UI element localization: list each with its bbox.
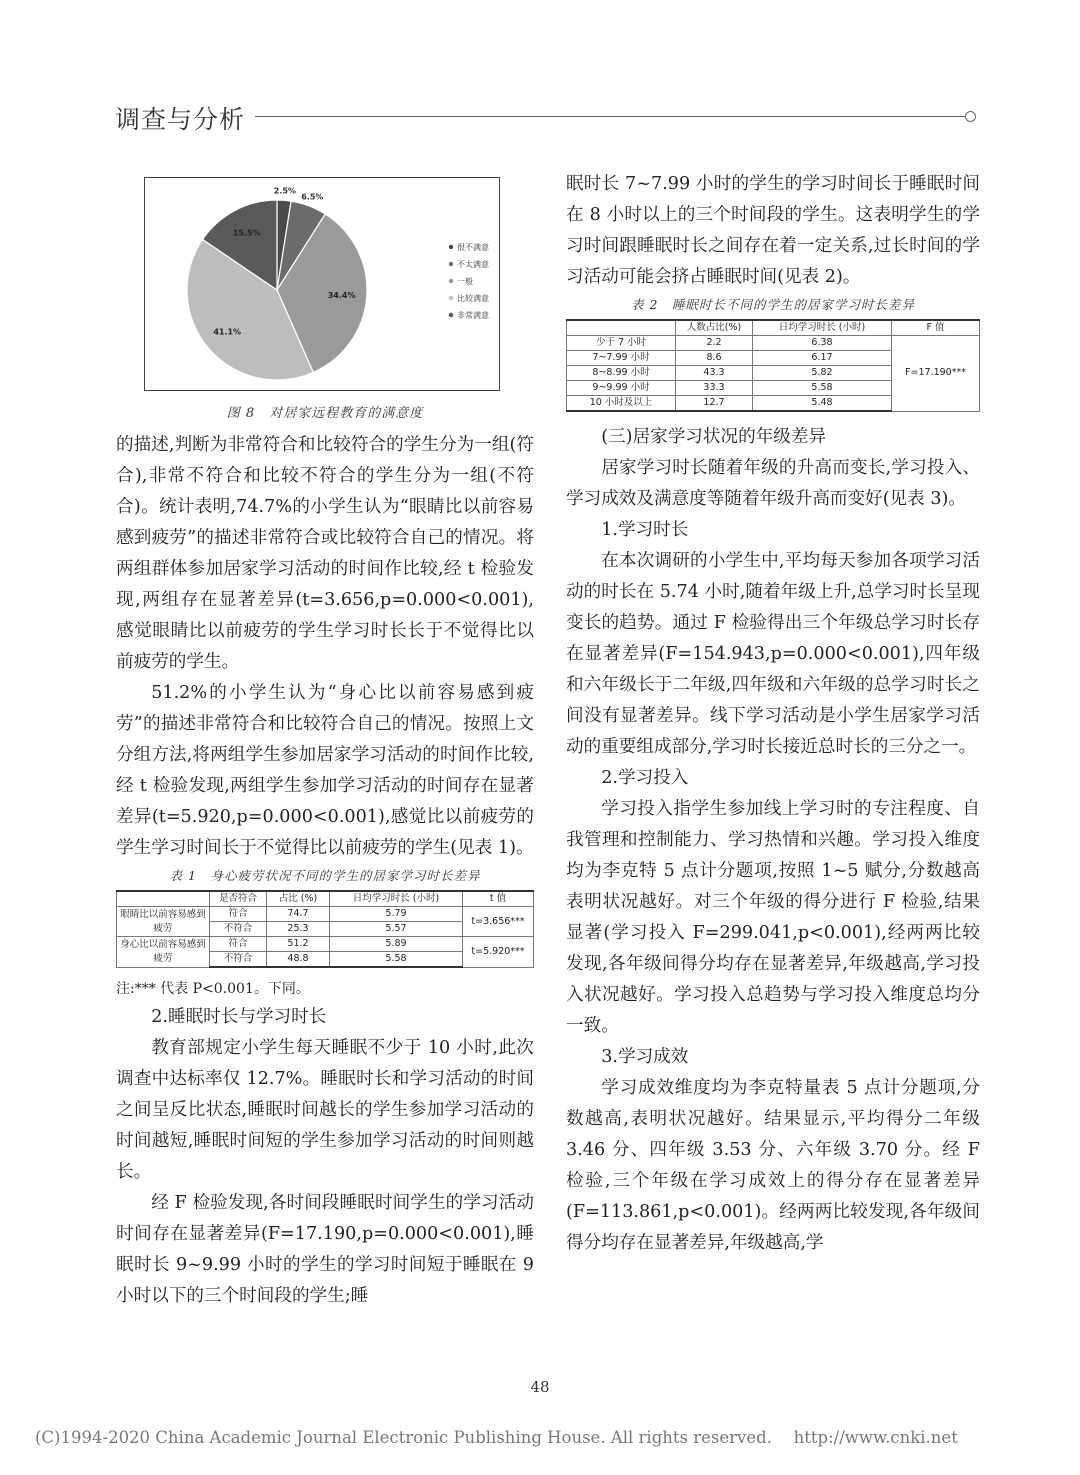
pie-data-label: 6.5% (301, 192, 324, 202)
table-header-cell: F 值 (892, 320, 980, 336)
legend-marker (449, 279, 453, 283)
table-cell: 7~7.99 小时 (567, 351, 676, 366)
copyright-footer: (C)1994-2020 China Academic Journal Electronic Publishing House. All rights reserved. http://www.cnki.net (35, 1428, 958, 1447)
legend-label: 一般 (457, 277, 473, 286)
table-cell: 2.2 (676, 336, 753, 351)
legend-label: 很不满意 (457, 243, 489, 252)
pie-data-label: 2.5% (273, 186, 296, 196)
table-header-cell: 日均学习时长 (小时) (753, 320, 892, 336)
table-2-caption: 表 2 睡眠时长不同的学生的居家学习时长差异 (631, 297, 915, 312)
figure-8-caption: 图 8 对居家远程教育的满意度 (226, 406, 424, 421)
table-note: 注:*** 代表 P<0.001。下同。 (116, 981, 310, 997)
table-cell: F=17.190*** (892, 336, 980, 412)
table-cell: 5.79 (330, 907, 463, 922)
legend-marker (449, 296, 453, 300)
table-cell: t=3.656*** (463, 907, 534, 937)
table-cell: 25.3 (267, 922, 330, 937)
table-row (117, 937, 534, 952)
table-1-caption: 表 1 身心疲劳状况不同的学生的居家学习时长差异 (169, 868, 481, 883)
table-cell: 48.8 (267, 952, 330, 968)
table-cell: 眼睛比以前容易感到疲劳 (117, 907, 210, 937)
table-cell: 5.58 (330, 952, 463, 968)
table-header-cell: t 值 (463, 891, 534, 907)
paragraph: 学习投入指学生参加线上学习时的专注程度、自我管理和控制能力、学习热情和兴趣。学习投入维度均为李克特 5 点计分题项,按照 1~5 赋分,分数越高表明状况越好。对三个年级的得分进行 F 检验,结果显著(学习投入 F=299.041,p<0.001),经两两比较发现,各年级间得分均存在显著差异,年级越高,学习投入状况越好。学习投入总趋势与学习投入维度总均分一致。 (566, 799, 980, 1036)
table-cell: 5.82 (753, 366, 892, 381)
pie-chart-svg (145, 178, 499, 390)
legend-marker (449, 313, 453, 317)
legend-label: 比较满意 (457, 294, 489, 303)
paragraph: 51.2%的小学生认为“身心比以前容易感到疲劳”的描述非常符合和比较符合自己的情况。按照上文分组方法,将两组学生参加居家学习活动的时间作比较,经 t 检验发现,两组学生参加学习活动的时间存在显著差异(t=5.920,p=0.000<0.001),感觉比以前疲劳的学生学习时间长于不觉得比以前疲劳的学生(见表 1)。 (116, 683, 534, 858)
legend-label: 非常满意 (457, 311, 489, 320)
subheading: 2.学习投入 (601, 768, 689, 788)
table-header-row (567, 320, 980, 336)
table-cell: 不符合 (210, 922, 267, 937)
legend-marker (449, 262, 453, 266)
table-2 (566, 319, 980, 412)
table-cell: 74.7 (267, 907, 330, 922)
table-cell: 33.3 (676, 381, 753, 396)
paragraph: 在本次调研的小学生中,平均每天参加各项学习活动的时长在 5.74 小时,随着年级上升,总学习时长呈现变长的趋势。通过 F 检验得出三个年级总学习时长存在显著差异(F=154.943,p=0.000<0.001),四年级和六年级长于二年级,四年级和六年级的总学习时长之间没有显著差异。线下学习活动是小学生居家学习活动的重要组成部分,学习时长接近总时长的三分之一。 (566, 551, 980, 757)
header-rule (255, 116, 965, 117)
table-cell: 身心比以前容易感到疲劳 (117, 937, 210, 968)
pie-data-label: 34.4% (327, 290, 356, 300)
table-cell: 8.6 (676, 351, 753, 366)
table-header-cell (117, 891, 210, 907)
right-column (566, 169, 980, 1259)
table-header-cell: 是否符合 (210, 891, 267, 907)
legend-marker (449, 245, 453, 249)
subheading: 2.睡眠时长与学习时长 (151, 1007, 327, 1027)
table-cell: t=5.920*** (463, 937, 534, 968)
table-cell: 8~8.99 小时 (567, 366, 676, 381)
table-cell: 不符合 (210, 952, 267, 968)
table-cell: 5.48 (753, 396, 892, 412)
table-cell: 少于 7 小时 (567, 336, 676, 351)
paragraph: 居家学习时长随着年级的升高而变长,学习投入、学习成效及满意度等随着年级升高而变好(见表 3)。 (566, 458, 980, 509)
table-header-cell: 占比 (%) (267, 891, 330, 907)
table-cell: 5.57 (330, 922, 463, 937)
section-title: 调查与分析 (115, 105, 246, 134)
table-cell: 6.17 (753, 351, 892, 366)
subheading: 3.学习成效 (601, 1047, 689, 1067)
table-header-cell (567, 320, 676, 336)
table-cell: 43.3 (676, 366, 753, 381)
section-heading: (三)居家学习状况的年级差异 (601, 427, 827, 447)
left-column (116, 430, 534, 1312)
table-cell: 5.58 (753, 381, 892, 396)
table-cell: 符合 (210, 937, 267, 952)
paragraph: 教育部规定小学生每天睡眠不少于 10 小时,此次调查中达标率仅 12.7%。睡眠时长和学习活动的时间之间呈反比状态,睡眠时间越长的学生参加学习活动的时间越短,睡眠时间短的学生参加学习活动的时间则越长。 (116, 1038, 534, 1182)
pie-data-label: 41.1% (213, 327, 242, 337)
table-1 (116, 890, 534, 968)
legend-label: 不太满意 (457, 260, 489, 269)
paragraph: 的描述,判断为非常符合和比较符合的学生分为一组(符合),非常不符合和比较不符合的学生分为一组(不符合)。统计表明,74.7%的小学生认为“眼睛比以前容易感到疲劳”的描述非常符合或比较符合自己的情况。将两组群体参加居家学习活动的时间作比较,经 t 检验发现,两组存在显著差异(t=3.656,p=0.000<0.001),感觉眼睛比以前疲劳的学生学习时长长于不觉得比以前疲劳的学生。 (116, 435, 534, 672)
table-cell: 5.89 (330, 937, 463, 952)
pie-data-label: 15.5% (232, 228, 261, 238)
table-row (567, 336, 980, 351)
table-cell: 9~9.99 小时 (567, 381, 676, 396)
table-row (117, 907, 534, 922)
figure-8-chart (144, 177, 500, 391)
table-cell: 6.38 (753, 336, 892, 351)
paragraph: 经 F 检验发现,各时间段睡眠时间学生的学习活动时间存在显著差异(F=17.190,p=0.000<0.001),睡眠时长 9~9.99 小时的学生的学习时间短于睡眠在 9 小时以下的三个时间段的学生;睡 (116, 1193, 534, 1306)
table-header-cell: 人数占比(%) (676, 320, 753, 336)
page-header (115, 100, 975, 136)
table-header-cell: 日均学习时长 (小时) (330, 891, 463, 907)
page-number: 48 (530, 1378, 550, 1396)
table-cell: 符合 (210, 907, 267, 922)
table-header-row (117, 891, 534, 907)
paragraph: 学习成效维度均为李克特量表 5 点计分题项,分数越高,表明状况越好。结果显示,平均得分二年级 3.46 分、四年级 3.53 分、六年级 3.70 分。经 F 检验,三个年级在学习成效上的得分存在显著差异(F=113.861,p<0.001)。经两两比较发现,各年级间得分均存在显著差异,年级越高,学 (566, 1078, 980, 1253)
header-circle-ornament (965, 111, 976, 122)
table-cell: 12.7 (676, 396, 753, 412)
table-cell: 10 小时及以上 (567, 396, 676, 412)
subheading: 1.学习时长 (601, 520, 689, 540)
table-cell: 51.2 (267, 937, 330, 952)
paragraph: 眠时长 7~7.99 小时的学生的学习时间长于睡眠时间在 8 小时以上的三个时间段的学生。这表明学生的学习时间跟睡眠时长之间存在着一定关系,过长时间的学习活动可能会挤占睡眠时间(见表 2)。 (566, 174, 980, 287)
